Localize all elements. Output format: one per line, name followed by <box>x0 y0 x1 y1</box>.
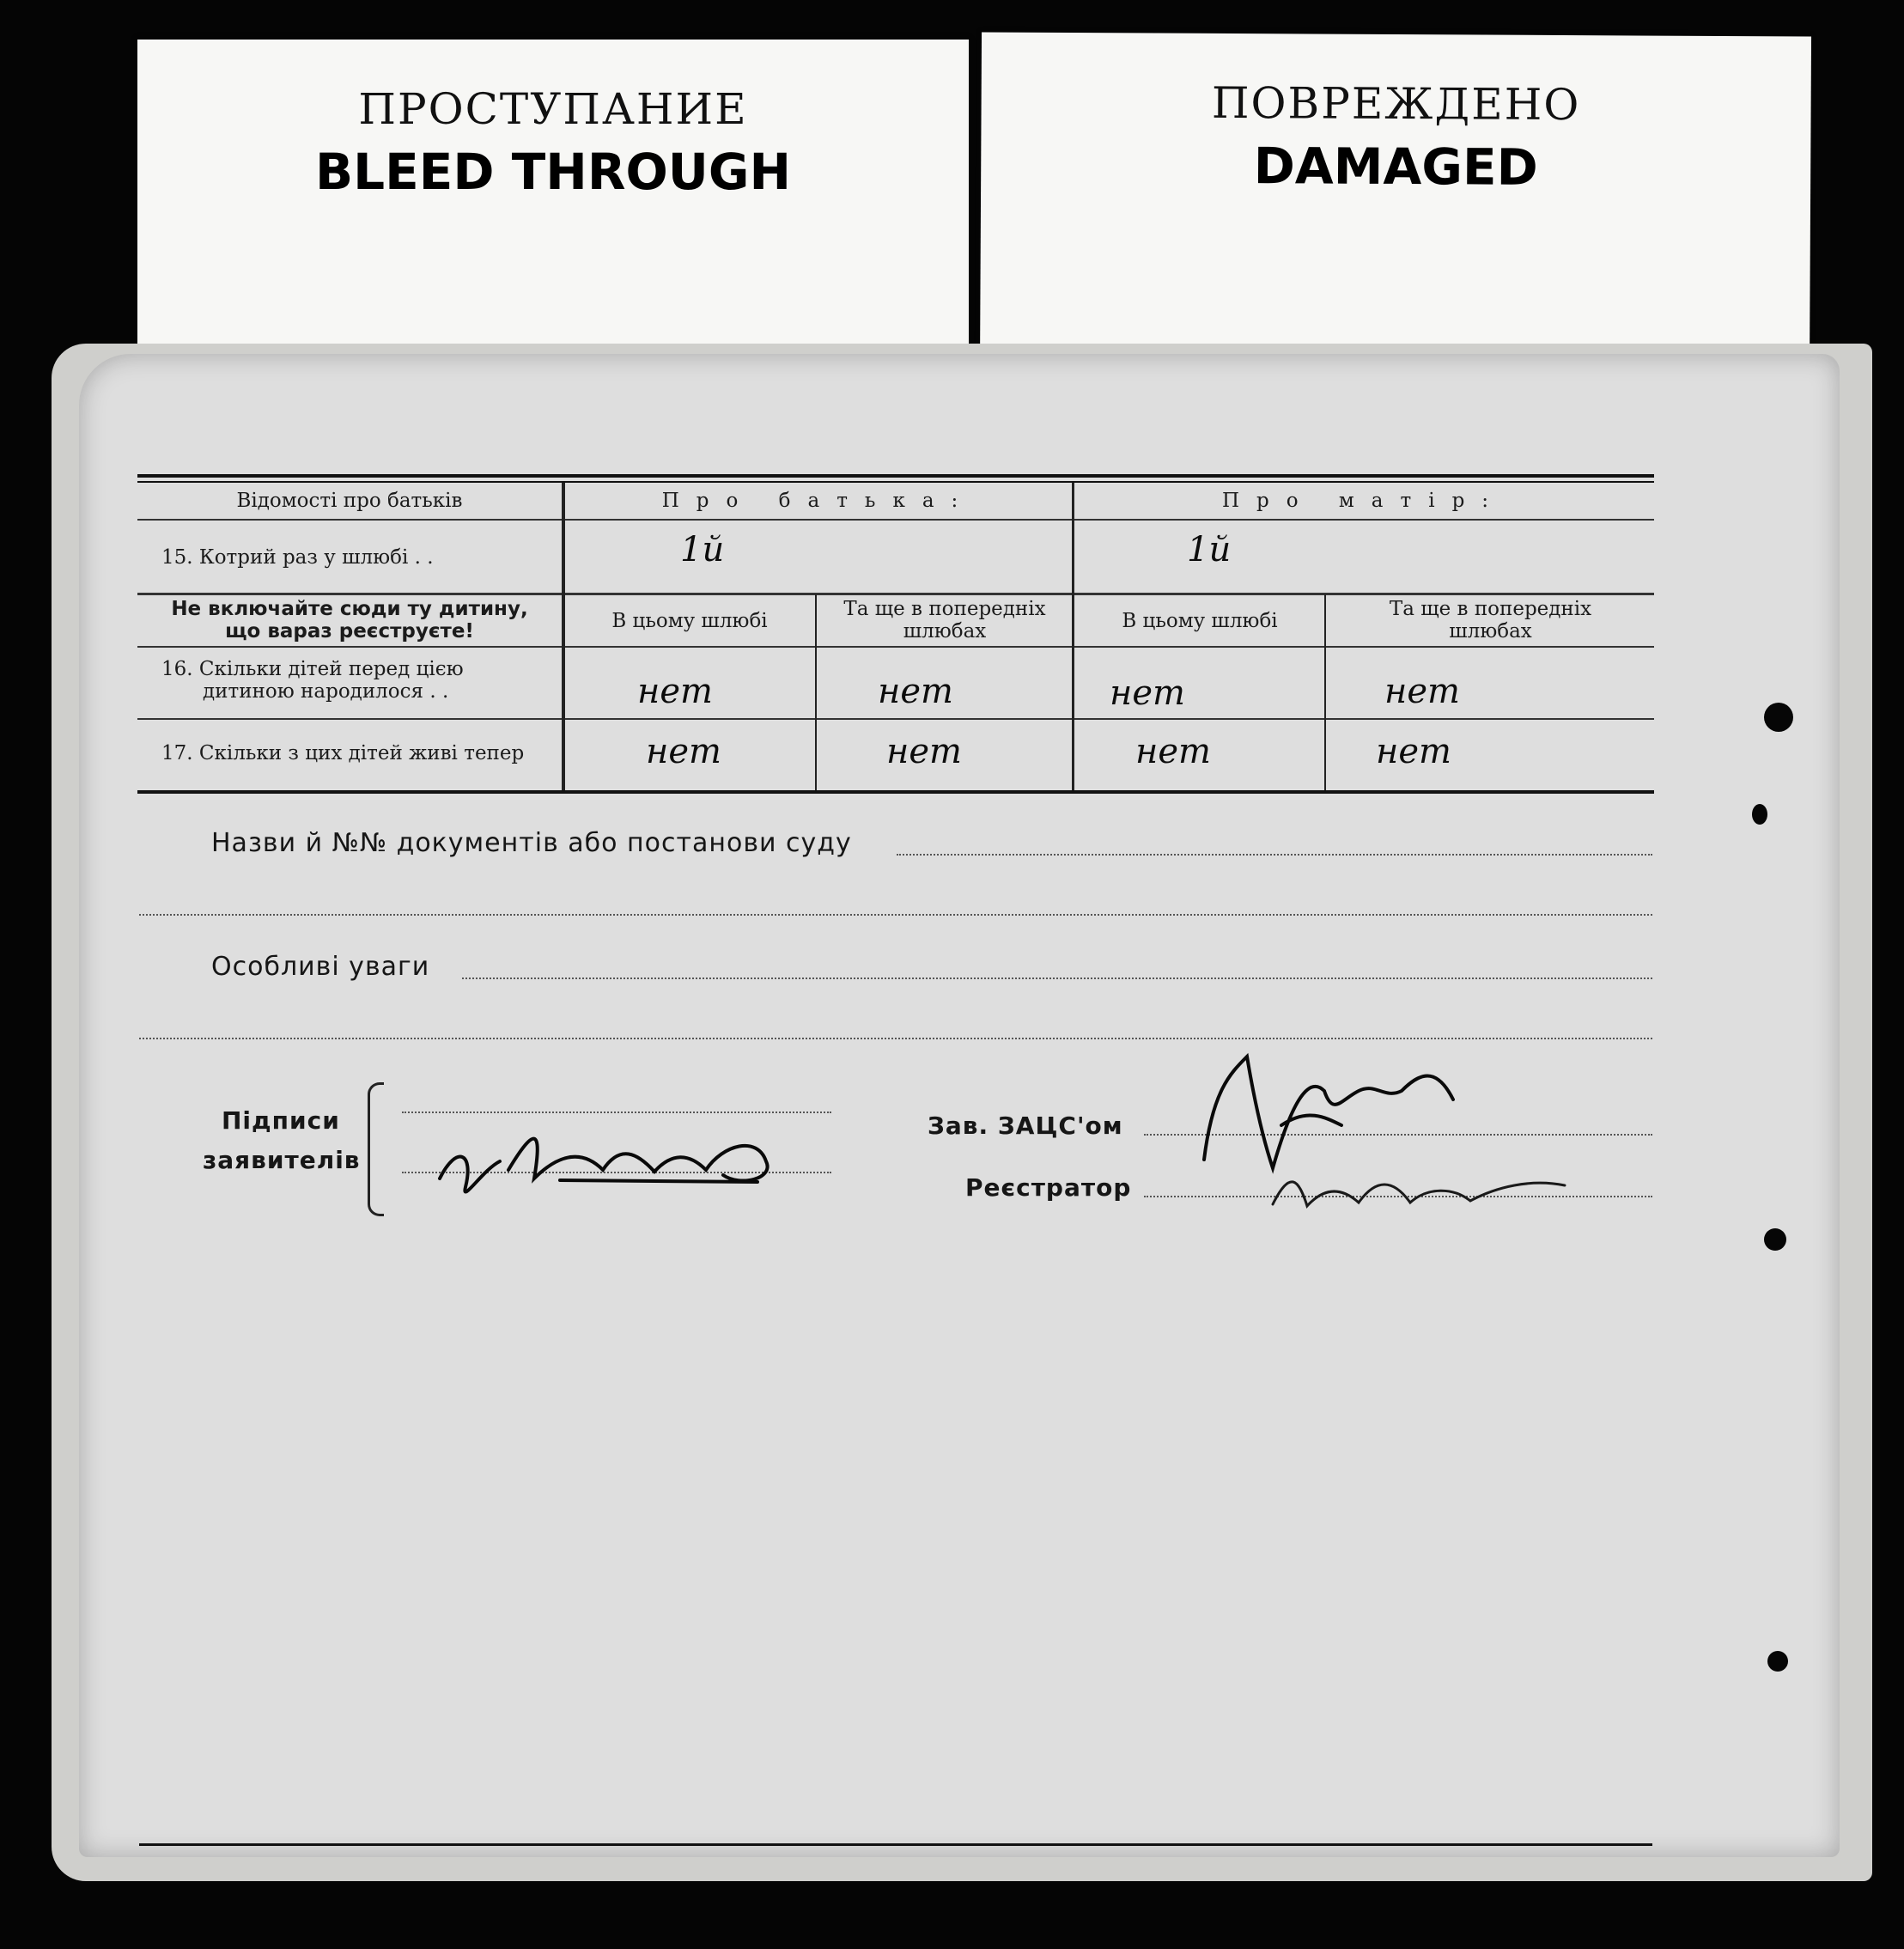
card-left-russian: ПРОСТУПАНИЕ <box>358 84 748 134</box>
header-parents-info: Відомості про батьків <box>236 490 463 512</box>
father-previous-marriages-1: Та ще в попередніх <box>843 598 1046 620</box>
mother-previous-marriages-2: шлюбах <box>1449 620 1532 643</box>
punch-hole <box>1764 1228 1786 1251</box>
registrar-signature <box>1264 1153 1573 1230</box>
documents-line-2 <box>139 914 1652 916</box>
punch-hole <box>1767 1651 1788 1672</box>
table-bottom-rule <box>137 790 1654 794</box>
signatures-label-2: заявителів <box>203 1146 361 1174</box>
edge-hole <box>1764 703 1793 732</box>
documents-label: Назви й №№ документів або постанови суду <box>211 828 852 858</box>
row16-father-this: нет <box>637 672 713 711</box>
card-right-russian: ПОВРЕЖДЕНО <box>1211 77 1581 131</box>
card-right-english: DAMAGED <box>1253 137 1538 197</box>
table-divider-father-prev <box>815 594 817 790</box>
father-this-marriage: В цьому шлюбі <box>611 610 768 632</box>
row17-mother-prev: нет <box>1376 732 1451 771</box>
row17-label: 17. Скільки з цих дітей живі тепер <box>161 742 525 764</box>
table-divider-parents <box>1072 483 1074 790</box>
signatures-brace <box>368 1082 384 1216</box>
header-father: Про батька: <box>661 490 976 512</box>
row16-mother-this: нет <box>1110 673 1185 713</box>
card-left-english: BLEED THROUGH <box>314 143 792 201</box>
row17-father-prev: нет <box>886 732 962 771</box>
table-row15-rule <box>137 593 1654 595</box>
punch-hole <box>1752 804 1767 825</box>
table-header-rule <box>137 519 1654 521</box>
row16-label-2: дитиною народилося . . <box>203 680 449 703</box>
header-mother: Про матір: <box>1221 490 1506 512</box>
row17-mother-this: нет <box>1135 732 1211 771</box>
note-line-2: що вараз реєструєте! <box>225 620 474 643</box>
row15-father-value: 1й <box>680 530 725 569</box>
table-divider-main <box>562 483 565 790</box>
table-top-rule-thin <box>137 481 1654 483</box>
bleed-through-card <box>137 40 969 375</box>
registrar-label: Реєстратор <box>965 1173 1132 1202</box>
zags-head-label: Зав. ЗАЦС'ом <box>928 1112 1123 1140</box>
mother-this-marriage: В цьому шлюбі <box>1122 610 1278 632</box>
row17-father-this: нет <box>646 732 721 771</box>
father-previous-marriages-2: шлюбах <box>903 620 987 643</box>
mother-previous-marriages-1: Та ще в попередніх <box>1389 598 1592 620</box>
row15-label: 15. Котрий раз у шлюбі . . <box>161 546 434 569</box>
row16-label-1: 16. Скільки дітей перед цією <box>161 658 464 680</box>
table-divider-mother-prev <box>1324 594 1326 790</box>
document-page <box>79 354 1840 1857</box>
row16-mother-prev: нет <box>1384 672 1460 711</box>
page-bottom-rule <box>139 1843 1652 1846</box>
row16-father-prev: нет <box>878 672 953 711</box>
signatures-label-1: Підписи <box>222 1106 340 1135</box>
remarks-label: Особливі уваги <box>211 952 430 982</box>
row15-mother-value: 1й <box>1187 530 1232 569</box>
table-top-rule <box>137 474 1654 478</box>
table-note-rule <box>137 646 1654 648</box>
damaged-card <box>980 32 1811 380</box>
remarks-line-1 <box>462 978 1652 979</box>
table-row16-rule <box>137 718 1654 720</box>
applicant-signature <box>431 1110 792 1213</box>
note-line-1: Не включайте сюди ту дитину, <box>171 598 528 620</box>
documents-line-1 <box>897 854 1652 856</box>
